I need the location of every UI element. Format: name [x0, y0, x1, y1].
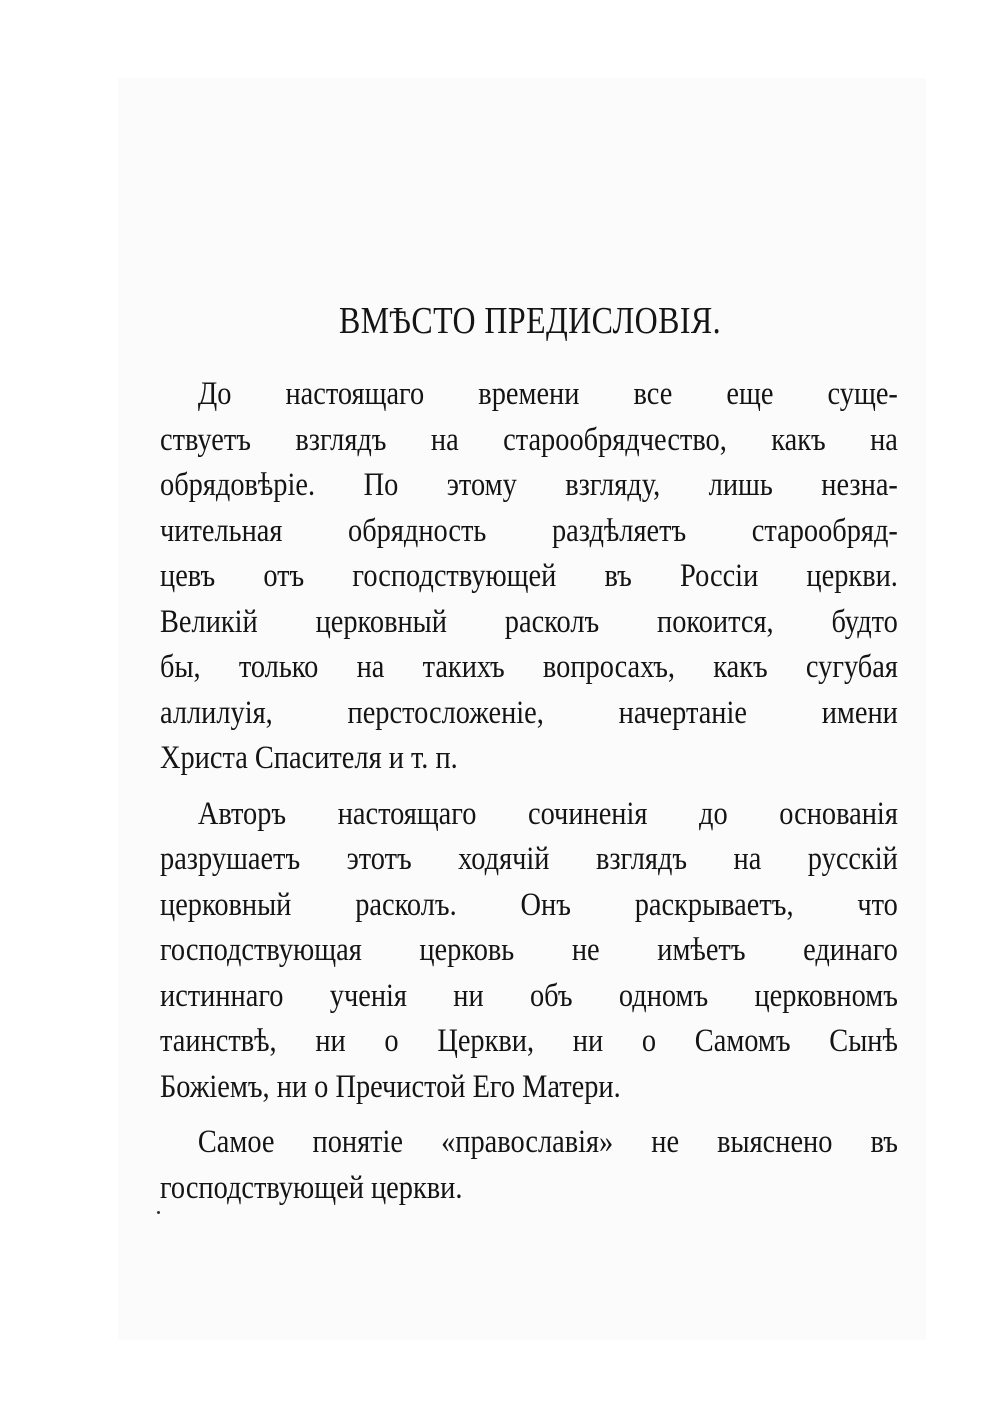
text-line: таинствѣ, ни о Церкви, ни о Самомъ Сынѣ	[160, 1023, 898, 1059]
text-line: бы, только на такихъ вопросахъ, какъ сугубая	[160, 649, 898, 685]
text-line: господствующей церкви.	[160, 1169, 463, 1206]
page-title: ВМѢСТО ПРЕДИСЛОВІЯ.	[339, 300, 721, 342]
text-line: Христа Спасителя и т. п.	[160, 740, 458, 776]
text-line: цевъ отъ господствующей въ Россіи церкви.	[160, 558, 898, 594]
text-line: чительная обрядность раздѣляетъ старообряд-	[160, 512, 898, 549]
text-line: обрядовѣріе. По этому взгляду, лишь незна-	[160, 467, 898, 503]
text-line: истиннаго ученія ни объ одномъ церковномъ	[160, 977, 898, 1014]
paragraph-2	[160, 792, 900, 1111]
paragraph-1	[160, 372, 900, 782]
text-line: Великій церковный расколъ покоится, будто	[160, 603, 898, 640]
text-line: господствующая церковь не имѣетъ единаго	[160, 932, 898, 968]
scan-speck	[157, 1211, 160, 1214]
text-line: До настоящаго времени все еще суще-	[197, 376, 898, 412]
text-line: Самое понятіе «православія» не выяснено въ	[197, 1124, 898, 1160]
preface-text	[160, 292, 900, 1221]
text-line: ствуетъ взглядъ на старообрядчество, какъ на	[160, 421, 898, 458]
text-line: аллилуія, перстосложеніе, начертаніе имени	[160, 694, 898, 731]
paragraph-3	[160, 1120, 900, 1211]
text-line: разрушаетъ этотъ ходячій взглядъ на русскій	[160, 841, 898, 877]
text-line: Авторъ настоящаго сочиненія до основанія	[197, 795, 898, 832]
text-line: Божіемъ, ни о Пречистой Его Матери.	[160, 1068, 621, 1105]
text-line: церковный расколъ. Онъ раскрываетъ, что	[160, 886, 898, 923]
